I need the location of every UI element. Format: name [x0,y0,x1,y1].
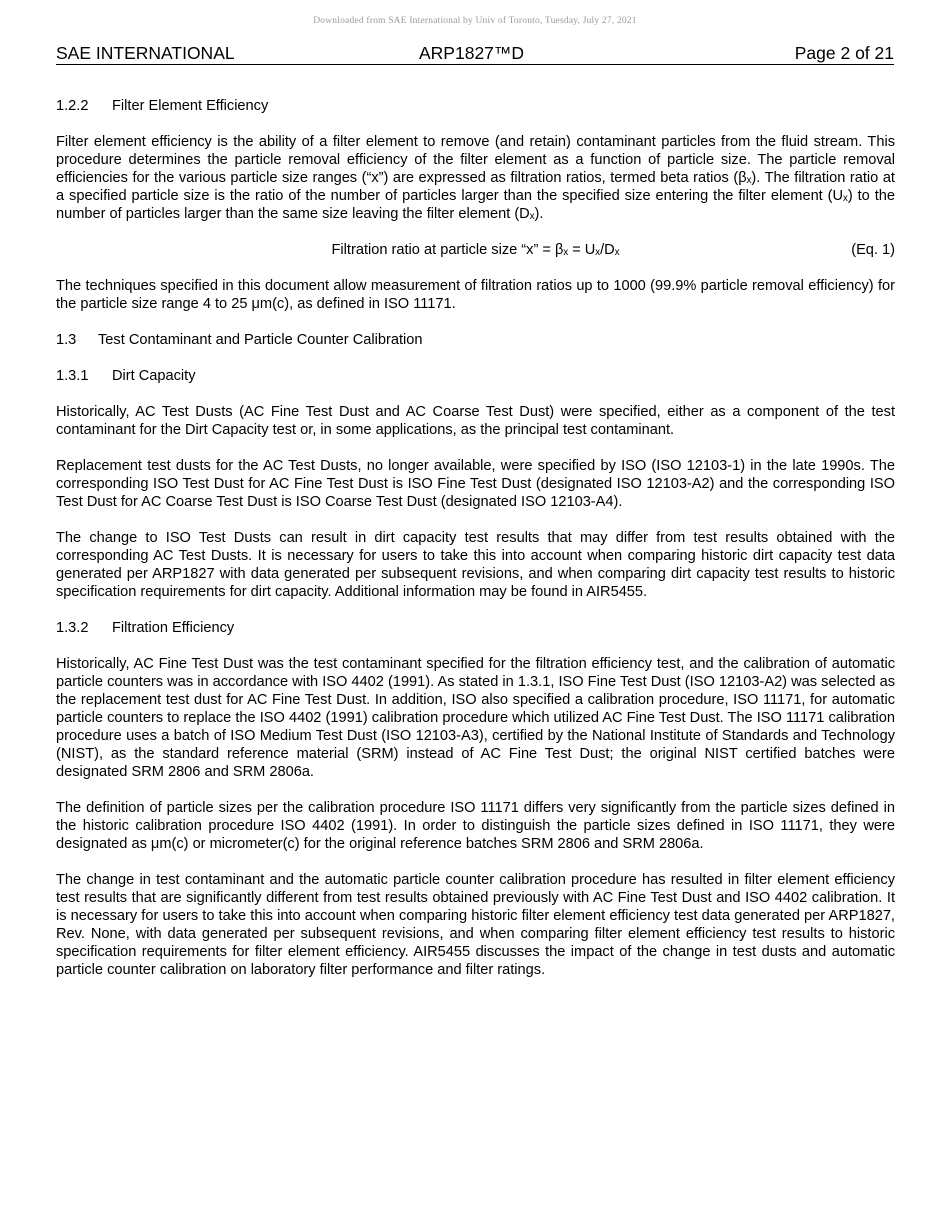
document-body [56,97,895,997]
section-title: Filter Element Efficiency [112,98,269,114]
section-heading-1-2-2 [56,97,895,115]
section-number: 1.3.2 [56,620,89,636]
download-watermark: Downloaded from SAE International by Univ of Toronto, Tuesday, July 27, 2021 [313,16,637,26]
equation-1 [56,241,895,259]
section-number: 1.2.2 [56,98,89,114]
section-heading-1-3 [56,331,895,349]
section-heading-1-3-1 [56,367,895,385]
paragraph: Historically, AC Fine Test Dust was the test contaminant specified for the filtration efficiency test, and the calibration of automatic particle counters was in accordance with ISO 4402 (1991). As stated in 1.3.1, ISO Fine Test Dust (ISO 12103-A2) was selected as the replacement test dust for AC Fine Test Dust. In addition, ISO also specified a calibration procedure, ISO 11171, for automatic particle counters to replace the ISO 4402 (1991) calibration procedure which utilized AC Fine Test Dust. The ISO 11171 calibration procedure uses a batch of ISO Medium Test Dust (ISO 12103-A3), certified by the National Institute of Standards and Technology (NIST), as the standard reference material (SRM) instead of AC Fine Test Dust; the original NIST certified batches were designated SRM 2806 and SRM 2806a. [56,656,895,780]
paragraph: The techniques specified in this document allow measurement of filtration ratios up to 1000 (99.9% particle removal efficiency) for the particle size range 4 to 25 μm(c), as defined in ISO 11171. [56,278,895,312]
paragraph: The change in test contaminant and the automatic particle counter calibration procedure has resulted in filter element efficiency test results that are significantly different from test results obtained previously with AC Fine Test Dust and ISO 4402 calibration. It is necessary for users to take this into account when comparing historic filter element efficiency test data generated per ARP1827, Rev. None, with data generated per subsequent revisions, and when comparing filter element efficiency test results to historic specification requirements for filter element efficiency. AIR5455 discusses the impact of the change in test dusts and automatic particle counter calibration on laboratory filter performance and filter ratings. [56,872,895,978]
section-title: Filtration Efficiency [112,620,235,636]
header-page-number: Page 2 of 21 [794,43,894,63]
section-heading-1-3-2 [56,619,895,637]
paragraph: Historically, AC Test Dusts (AC Fine Test Dust and AC Coarse Test Dust) were specified, either as a component of the test contaminant for the Dirt Capacity test or, in some applications, as the principal test contaminant. [56,404,895,438]
paragraph: The definition of particle sizes per the calibration procedure ISO 11171 differs very significantly from the particle sizes defined in the historic calibration procedure ISO 4402 (1991). In order to distinguish the particle sizes defined in ISO 11171, they were designated as μm(c) or micrometer(c) for the original reference batches SRM 2806 and SRM 2806a. [56,800,895,852]
page-header [56,43,894,65]
equation-label: (Eq. 1) [851,242,895,258]
header-organization: SAE INTERNATIONAL [56,43,235,63]
section-title: Test Contaminant and Particle Counter Calibration [98,332,423,348]
paragraph: Filter element efficiency is the ability of a filter element to remove (and retain) contaminant particles from the fluid stream. This procedure determines the particle removal efficiency of the filter element as a function of particle size. The particle removal efficiencies for the various particle size ranges (“x”) are expressed as filtration ratios, termed beta ratios (βₓ). The filtration ratio at a specified particle size is the ratio of the number of particles larger than the specified size entering the filter element (Uₓ) to the number of particles larger than the same size leaving the filter element (Dₓ). [56,134,895,222]
section-number: 1.3.1 [56,368,89,384]
section-title: Dirt Capacity [112,368,196,384]
paragraph: Replacement test dusts for the AC Test Dusts, no longer available, were specified by ISO (ISO 12103-1) in the late 1990s. The corresponding ISO Test Dust for AC Fine Test Dust is ISO Fine Test Dust (designated ISO 12103-A2) and the corresponding ISO Test Dust for AC Coarse Test Dust is ISO Coarse Test Dust (designated ISO 12103-A4). [56,458,895,510]
header-document-id: ARP1827™D [419,43,525,63]
paragraph: The change to ISO Test Dusts can result in dirt capacity test results that may differ from test results obtained with the corresponding AC Test Dusts. It is necessary for users to take this into account when comparing historic dirt capacity test data generated per ARP1827 with data generated per subsequent revisions, and when comparing dirt capacity test results to historic specification requirements for dirt capacity. Additional information may be found in AIR5455. [56,530,895,600]
equation-text: Filtration ratio at particle size “x” = βₓ = Uₓ/Dₓ [331,242,620,258]
section-number: 1.3 [56,332,77,348]
